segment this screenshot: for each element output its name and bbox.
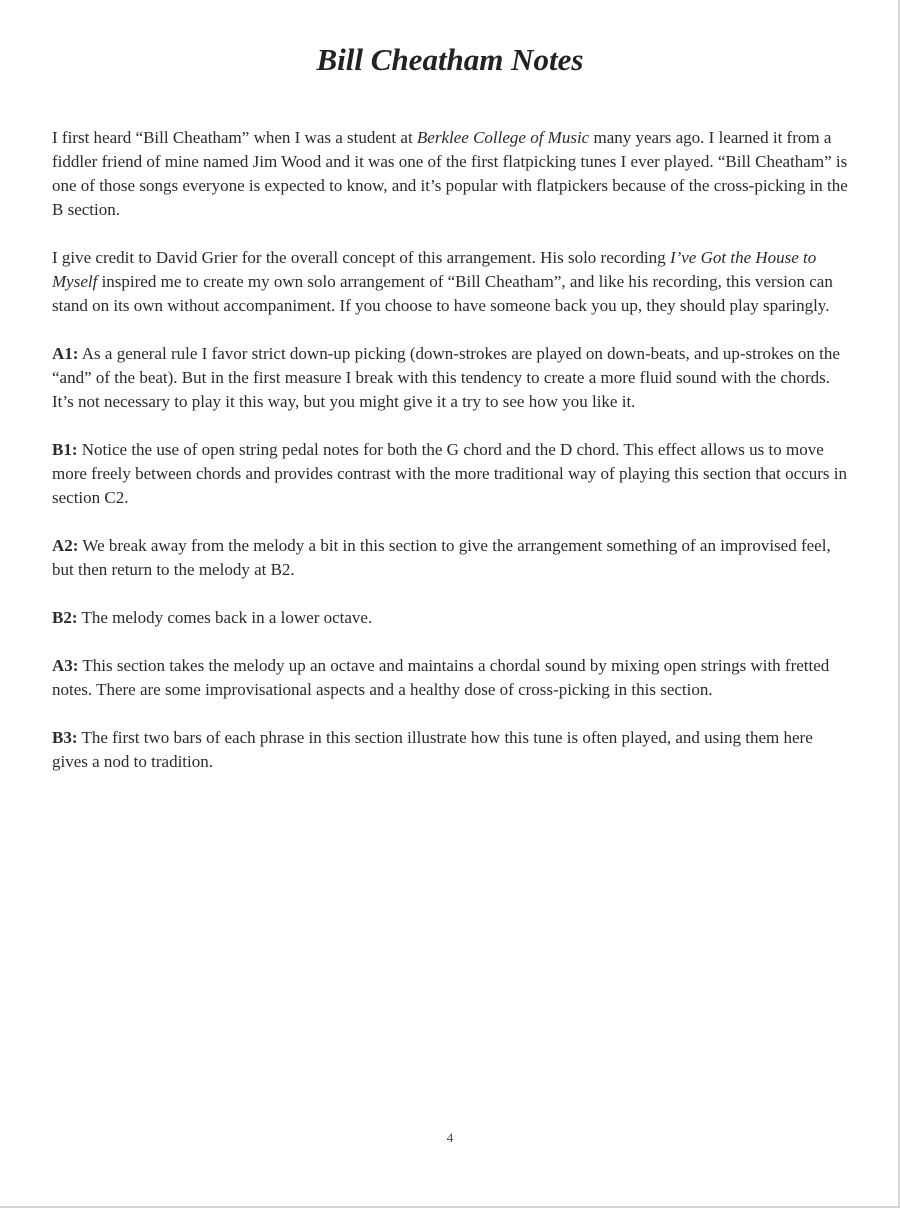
paragraph-intro-text-a: I first heard “Bill Cheatham” when I was a student at — [52, 128, 417, 147]
paragraph-intro — [52, 126, 852, 222]
document-body — [52, 126, 852, 798]
section-note-a3 — [52, 654, 852, 702]
section-label: A3: — [52, 656, 79, 675]
paragraph-credit-text-a: I give credit to David Grier for the overall concept of this arrangement. His solo recording — [52, 248, 670, 267]
section-text: This section takes the melody up an octave and maintains a chordal sound by mixing open strings with fretted notes. There are some improvisational aspects and a healthy dose of cross-picking in this section. — [52, 656, 830, 699]
section-note-a2 — [52, 534, 852, 582]
section-text: Notice the use of open string pedal notes for both the G chord and the D chord. This effect allows us to move more freely between chords and provides contrast with the more traditional way of playing this section that occurs in section C2. — [52, 440, 847, 507]
section-label: A1: — [52, 344, 79, 363]
section-text: We break away from the melody a bit in this section to give the arrangement something of an improvised feel, but then return to the melody at B2. — [52, 536, 831, 579]
paragraph-credit — [52, 246, 852, 318]
section-text: As a general rule I favor strict down-up picking (down-strokes are played on down-beats, and up-strokes on the “and” of the beat). But in the first measure I break with this tendency to create a more fluid sound with the chords. It’s not necessary to play it this way, but you might give it a try to see how you like it. — [52, 344, 840, 411]
section-note-b1 — [52, 438, 852, 510]
section-text: The first two bars of each phrase in this section illustrate how this tune is often played, and using them here gives a nod to tradition. — [52, 728, 813, 771]
section-label: A2: — [52, 536, 79, 555]
school-name: Berklee College of Music — [416, 128, 590, 147]
section-note-b2 — [52, 606, 852, 630]
page-title: Bill Cheatham Notes — [316, 42, 584, 77]
paragraph-intro-text-b: many years ago. I learned it from a fiddler friend of mine named Jim Wood and it was one of the first flatpicking tunes I ever played. “Bill Cheatham” is one of those songs everyone is expected to know, and it’s popular with flatpickers because of the cross-picking in the B section. — [52, 128, 848, 219]
album-title: I’ve Got the House to Myself — [52, 248, 817, 291]
section-note-b3 — [52, 726, 852, 774]
section-label: B3: — [52, 728, 78, 747]
section-label: B2: — [52, 608, 78, 627]
section-label: B1: — [52, 440, 78, 459]
page-number: 4 — [446, 1130, 454, 1145]
section-note-a1 — [52, 342, 852, 414]
section-text: The melody comes back in a lower octave. — [77, 608, 373, 627]
paragraph-credit-text-b: inspired me to create my own solo arrangement of “Bill Cheatham”, and like his recording, this version can stand on its own without accompaniment. If you choose to have someone back you up, they should play sparingly. — [52, 272, 833, 315]
